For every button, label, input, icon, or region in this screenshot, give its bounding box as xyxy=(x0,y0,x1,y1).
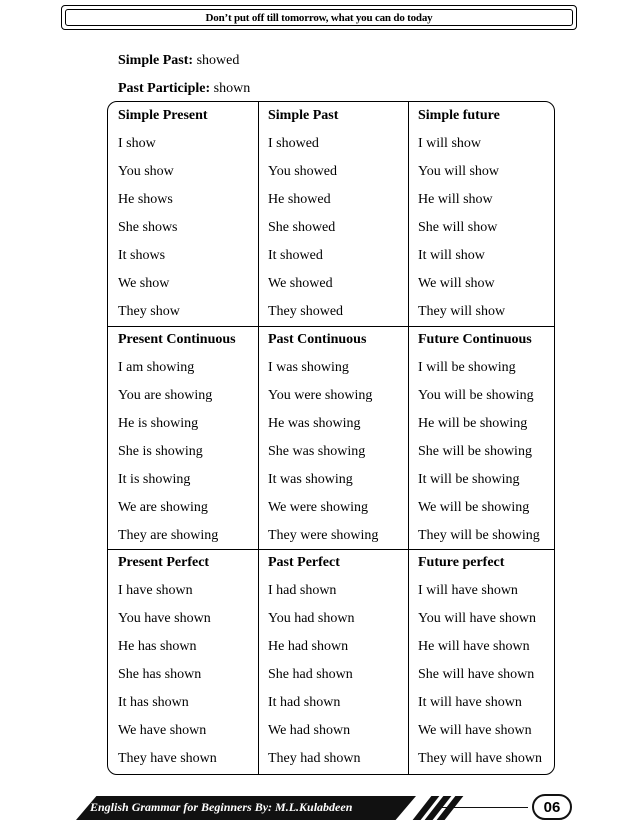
table-cell: He had shown xyxy=(268,639,349,654)
footer-title: English Grammar for Beginners By: M.L.Kulabdeen xyxy=(90,800,353,814)
table-cell: He showed xyxy=(268,192,331,207)
table-cell: You were showing xyxy=(268,388,373,403)
table-cell: We will have shown xyxy=(418,723,532,738)
table-cell: She showed xyxy=(268,220,336,235)
table-cell: It has shown xyxy=(118,695,189,710)
column-header: Future perfect xyxy=(418,555,505,570)
simple-past-line xyxy=(118,53,239,69)
table-cell: They will be showing xyxy=(418,528,540,543)
table-cell: You showed xyxy=(268,164,337,179)
column-header: Simple Past xyxy=(268,108,339,123)
table-cell: I was showing xyxy=(268,360,349,375)
table-cell: I will be showing xyxy=(418,360,516,375)
table-cell: They showed xyxy=(268,304,344,319)
table-cell: They are showing xyxy=(118,528,219,543)
table-cell: You had shown xyxy=(268,611,355,626)
table-cell: She was showing xyxy=(268,444,366,459)
column-header: Past Perfect xyxy=(268,555,340,570)
table-cell: We show xyxy=(118,276,170,291)
table-cell: I will show xyxy=(418,136,481,151)
table-cell: We had shown xyxy=(268,723,351,738)
table-cell: I showed xyxy=(268,136,319,151)
table-cell: She will be showing xyxy=(418,444,532,459)
table-cell: I will have shown xyxy=(418,583,518,598)
table-cell: She will have shown xyxy=(418,667,535,682)
section-divider xyxy=(108,549,554,550)
footer-rule xyxy=(436,807,528,808)
column-header: Present Continuous xyxy=(118,332,236,347)
table-cell: He will be showing xyxy=(418,416,528,431)
table-cell: She is showing xyxy=(118,444,203,459)
table-cell: They will have shown xyxy=(418,751,543,766)
table-cell: He was showing xyxy=(268,416,361,431)
column-header: Past Continuous xyxy=(268,332,367,347)
table-cell: She will show xyxy=(418,220,498,235)
table-cell: She shows xyxy=(118,220,178,235)
table-cell: You will be showing xyxy=(418,388,534,403)
table-cell: It will show xyxy=(418,248,485,263)
header-motto: Don’t put off till tomorrow, what you can do today xyxy=(65,9,573,26)
table-cell: He shows xyxy=(118,192,173,207)
table-cell: I show xyxy=(118,136,156,151)
table-cell: We were showing xyxy=(268,500,368,515)
table-cell: I am showing xyxy=(118,360,195,375)
table-cell: He has shown xyxy=(118,639,197,654)
table-cell: He will have shown xyxy=(418,639,530,654)
table-cell: I had shown xyxy=(268,583,337,598)
table-cell: We will show xyxy=(418,276,495,291)
section-divider xyxy=(108,326,554,327)
table-cell: You will show xyxy=(418,164,500,179)
past-participle-line xyxy=(118,81,250,97)
table-cell: It showed xyxy=(268,248,323,263)
table-cell: It is showing xyxy=(118,472,191,487)
table-cell: We showed xyxy=(268,276,333,291)
table-cell: It will have shown xyxy=(418,695,522,710)
column-divider xyxy=(258,102,259,774)
table-cell: She had shown xyxy=(268,667,353,682)
header-frame xyxy=(61,5,577,30)
past-participle-value: shown xyxy=(213,81,251,96)
simple-past-label: Simple Past: xyxy=(118,53,194,68)
table-cell: They show xyxy=(118,304,180,319)
table-cell: It will be showing xyxy=(418,472,520,487)
past-participle-label: Past Participle: xyxy=(118,81,211,96)
table-cell: You have shown xyxy=(118,611,211,626)
table-cell: You are showing xyxy=(118,388,213,403)
column-header: Simple future xyxy=(418,108,500,123)
table-cell: He will show xyxy=(418,192,493,207)
page-number: 06 xyxy=(532,794,572,820)
table-cell: We will be showing xyxy=(418,500,530,515)
table-cell: It shows xyxy=(118,248,166,263)
simple-past-value: showed xyxy=(196,53,240,68)
conjugation-table xyxy=(107,101,555,775)
table-cell: He is showing xyxy=(118,416,199,431)
table-cell: We are showing xyxy=(118,500,208,515)
table-cell: You show xyxy=(118,164,174,179)
table-cell: They had shown xyxy=(268,751,361,766)
table-cell: They have shown xyxy=(118,751,217,766)
column-header: Present Perfect xyxy=(118,555,210,570)
table-cell: They will show xyxy=(418,304,506,319)
column-header: Future Continuous xyxy=(418,332,532,347)
column-divider xyxy=(408,102,409,774)
table-cell: You will have shown xyxy=(418,611,536,626)
table-cell: They were showing xyxy=(268,528,379,543)
table-cell: It had shown xyxy=(268,695,341,710)
footer-bar xyxy=(76,796,572,820)
column-header: Simple Present xyxy=(118,108,208,123)
table-cell: She has shown xyxy=(118,667,202,682)
table-cell: We have shown xyxy=(118,723,207,738)
table-cell: It was showing xyxy=(268,472,353,487)
table-cell: I have shown xyxy=(118,583,193,598)
